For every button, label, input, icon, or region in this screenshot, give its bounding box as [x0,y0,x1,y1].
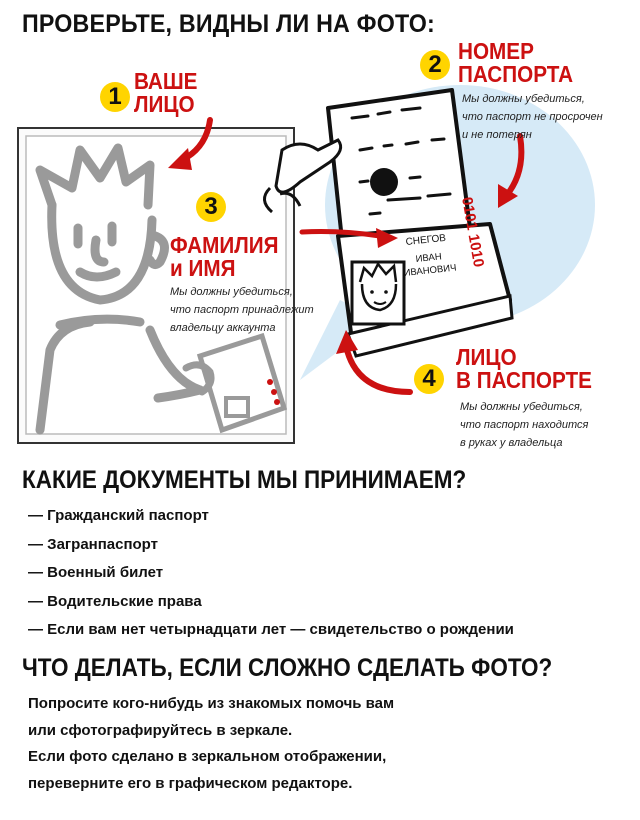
callout-4-badge: 4 [414,364,444,394]
list-item: — Водительские права [28,592,202,610]
page-title: ПРОВЕРЬТЕ, ВИДНЫ ЛИ НА ФОТО: [22,10,435,38]
callout-passport-face-label [456,346,592,392]
callout-name-note [170,283,314,337]
help-line: Попросите кого-нибудь из знакомых помочь вам [28,695,395,712]
callout-passport-face-line1: ЛИЦО [456,344,517,370]
callout-name-line1: ФАМИЛИЯ [170,232,279,258]
callout-passport-number-label [458,40,573,86]
callout-face-label [134,70,197,116]
help-text [28,692,394,798]
note-line: и не потерян [462,129,532,141]
note-line: что паспорт принадлежит [170,304,314,316]
callout-2-badge: 2 [420,50,450,80]
documents-list [28,504,514,647]
note-line: в руках у владельца [460,437,563,449]
callout-passport-number-line1: НОМЕР [458,38,534,64]
callout-face-label-line1: ВАШЕ [134,68,198,94]
callout-name-line2: и ИМЯ [170,255,236,281]
callout-name-label [170,234,279,280]
help-line: или сфотографируйтесь в зеркале. [28,721,293,739]
passport-number: 0101 1010 [458,195,488,269]
note-line: Мы должны убедиться, [462,93,585,105]
callout-passport-face-line2: В ПАСПОРТЕ [456,367,592,393]
passport-patronymic: ИВАНОВИЧ [403,262,457,279]
passport-name: ИВАН [415,251,443,265]
help-heading: ЧТО ДЕЛАТЬ, ЕСЛИ СЛОЖНО СДЕЛАТЬ ФОТО? [22,654,553,682]
callout-1-badge: 1 [100,82,130,112]
list-item: — Военный билет [28,564,164,582]
help-line: Если фото сделано в зеркальном отображении, [28,748,387,765]
documents-heading: КАКИЕ ДОКУМЕНТЫ МЫ ПРИНИМАЕМ? [22,466,467,494]
passport-surname: СНЕГОВ [405,232,447,248]
callout-face-label-line2: ЛИЦО [134,91,195,117]
list-item: — Загранпаспорт [28,535,158,553]
list-item: — Если вам нет четырнадцати лет — свидетельство о рождении [28,621,514,639]
help-line: переверните его в графическом редакторе. [28,774,353,792]
note-line: Мы должны убедиться, [460,401,583,413]
callout-passport-number-line2: ПАСПОРТА [458,61,574,87]
note-line: владельцу аккаунта [170,322,276,334]
list-item: — Гражданский паспорт [28,507,209,524]
note-line: что паспорт не просрочен [462,111,603,123]
callout-passport-number-note [462,90,603,144]
callout-passport-face-note [460,398,588,452]
note-line: что паспорт находится [460,419,589,431]
note-line: Мы должны убедиться, [170,286,293,298]
callout-3-badge: 3 [196,192,226,222]
